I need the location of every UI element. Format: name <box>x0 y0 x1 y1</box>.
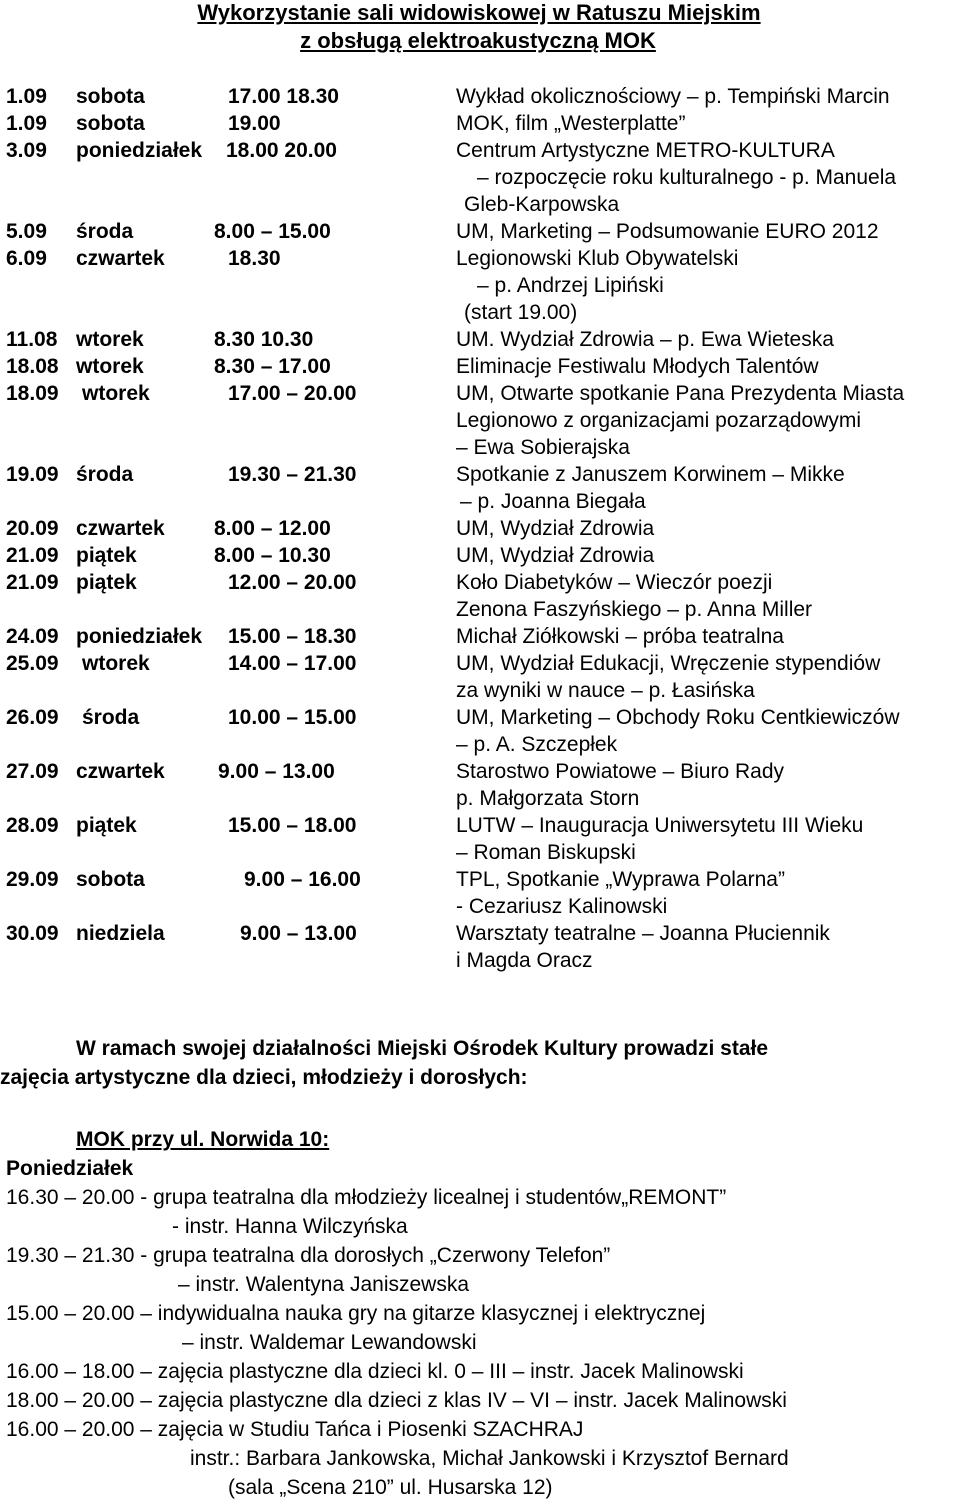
schedule-day: niedziela <box>76 922 165 945</box>
activity-line: 16.00 – 20.00 – zajęcia w Studiu Tańca i Piosenki SZACHRAJ <box>6 1418 584 1441</box>
schedule-continuation: (start 19.00) <box>464 301 578 324</box>
schedule-date: 20.09 <box>6 517 59 540</box>
schedule-row <box>0 85 960 112</box>
schedule-time: 8.30 – 17.00 <box>214 355 331 378</box>
schedule-event: Starostwo Powiatowe – Biuro Rady <box>456 760 784 783</box>
schedule-row <box>0 706 960 733</box>
schedule-day: sobota <box>76 85 145 108</box>
activity-line: – instr. Waldemar Lewandowski <box>182 1331 477 1354</box>
schedule-time: 18.30 <box>228 247 281 270</box>
intro-line-2: zajęcia artystyczne dla dzieci, młodzieży i dorosłych: <box>0 1066 528 1089</box>
schedule-row <box>0 328 960 355</box>
schedule-date: 1.09 <box>6 112 47 135</box>
schedule-date: 21.09 <box>6 544 59 567</box>
schedule-event: TPL, Spotkanie „Wyprawa Polarna” <box>456 868 785 891</box>
schedule-time: 19.00 <box>228 112 281 135</box>
schedule-day: sobota <box>76 112 145 135</box>
schedule-event: Legionowski Klub Obywatelski <box>456 247 739 270</box>
schedule-event: MOK, film „Westerplatte” <box>456 112 686 135</box>
schedule-time: 8.00 – 12.00 <box>214 517 331 540</box>
schedule-day: czwartek <box>76 760 165 783</box>
schedule-date: 18.09 <box>6 382 59 405</box>
schedule-day: piątek <box>76 814 137 837</box>
schedule-date: 25.09 <box>6 652 59 675</box>
schedule-day: wtorek <box>76 355 144 378</box>
schedule-continuation: – Roman Biskupski <box>456 841 636 864</box>
schedule-day: środa <box>76 220 134 243</box>
schedule-date: 28.09 <box>6 814 59 837</box>
schedule-event: UM, Wydział Zdrowia <box>456 517 655 540</box>
schedule-day: piątek <box>76 544 137 567</box>
schedule-continuation: – p. A. Szczepłek <box>456 733 618 756</box>
schedule-row <box>0 760 960 787</box>
schedule-time: 18.00 20.00 <box>226 139 337 162</box>
schedule-continuation: – p. Andrzej Lipiński <box>477 274 664 297</box>
schedule-row <box>0 625 960 652</box>
schedule-continuation: – p. Joanna Biegała <box>460 490 646 513</box>
title-line-1: Wykorzystanie sali widowiskowej w Ratuszu Miejskim <box>197 0 761 25</box>
schedule-time: 9.00 – 13.00 <box>218 760 335 783</box>
schedule-day: środa <box>76 463 134 486</box>
schedule-row <box>0 112 960 139</box>
schedule-day: wtorek <box>82 382 150 405</box>
activity-line: (sala „Scena 210” ul. Husarska 12) <box>228 1476 553 1499</box>
schedule-continuation: Zenona Faszyńskiego – p. Anna Miller <box>456 598 813 621</box>
schedule-continuation: – rozpoczęcie roku kulturalnego - p. Manuela <box>477 166 897 189</box>
schedule-event: UM, Marketing – Obchody Roku Centkiewiczów <box>456 706 900 729</box>
activity-line: instr.: Barbara Jankowska, Michał Jankowski i Krzysztof Bernard <box>190 1447 789 1470</box>
schedule-event: Warsztaty teatralne – Joanna Płuciennik <box>456 922 830 945</box>
schedule-event: LUTW – Inauguracja Uniwersytetu III Wieku <box>456 814 864 837</box>
schedule-row <box>0 517 960 544</box>
schedule-day: poniedziałek <box>76 625 203 648</box>
schedule-time: 9.00 – 13.00 <box>240 922 357 945</box>
intro-line-1: W ramach swojej działalności Miejski Ośrodek Kultury prowadzi stałe <box>76 1037 769 1060</box>
schedule-day: środa <box>82 706 140 729</box>
schedule-date: 27.09 <box>6 760 59 783</box>
schedule-date: 18.08 <box>6 355 59 378</box>
schedule-row <box>0 544 960 571</box>
schedule-time: 8.00 – 10.30 <box>214 544 331 567</box>
schedule-time: 15.00 – 18.30 <box>228 625 357 648</box>
schedule-time: 19.30 – 21.30 <box>228 463 357 486</box>
schedule-day: wtorek <box>76 328 144 351</box>
schedule-row <box>0 220 960 247</box>
schedule-day: czwartek <box>76 247 165 270</box>
schedule-row <box>0 652 960 679</box>
schedule-date: 30.09 <box>6 922 59 945</box>
schedule-date: 26.09 <box>6 706 59 729</box>
schedule-event: UM, Wydział Zdrowia <box>456 544 655 567</box>
schedule-event: UM. Wydział Zdrowia – p. Ewa Wieteska <box>456 328 834 351</box>
schedule-event: Michał Ziółkowski – próba teatralna <box>456 625 784 648</box>
schedule-event: Centrum Artystyczne METRO-KULTURA <box>456 139 835 162</box>
schedule-continuation: Gleb-Karpowska <box>464 193 620 216</box>
schedule-event: Koło Diabetyków – Wieczór poezji <box>456 571 773 594</box>
schedule-date: 5.09 <box>6 220 47 243</box>
schedule-date: 19.09 <box>6 463 59 486</box>
schedule-date: 6.09 <box>6 247 47 270</box>
schedule-time: 10.00 – 15.00 <box>228 706 357 729</box>
schedule-day: piątek <box>76 571 137 594</box>
schedule-event: UM, Otwarte spotkanie Pana Prezydenta Miasta <box>456 382 905 405</box>
schedule-date: 24.09 <box>6 625 59 648</box>
schedule-time: 17.00 – 20.00 <box>228 382 357 405</box>
schedule-row <box>0 814 960 841</box>
schedule-date: 11.08 <box>6 328 58 351</box>
activity-line: 19.30 – 21.30 - grupa teatralna dla dorosłych „Czerwony Telefon” <box>6 1244 611 1267</box>
schedule-day: czwartek <box>76 517 165 540</box>
schedule-row <box>0 247 960 274</box>
mok-heading: MOK przy ul. Norwida 10: <box>76 1128 330 1151</box>
activity-line: 15.00 – 20.00 – indywidualna nauka gry na gitarze klasycznej i elektrycznej <box>6 1302 706 1325</box>
schedule-row <box>0 382 960 409</box>
schedule-event: Eliminacje Festiwalu Młodych Talentów <box>456 355 819 378</box>
schedule-continuation: i Magda Oracz <box>456 949 593 972</box>
schedule-time: 14.00 – 17.00 <box>228 652 357 675</box>
schedule-continuation: za wyniki w nauce – p. Łasińska <box>456 679 755 702</box>
schedule-row <box>0 571 960 598</box>
schedule-event: UM, Marketing – Podsumowanie EURO 2012 <box>456 220 879 243</box>
schedule-date: 1.09 <box>6 85 47 108</box>
activity-line: – instr. Walentyna Janiszewska <box>178 1273 470 1296</box>
schedule-continuation: - Cezariusz Kalinowski <box>456 895 668 918</box>
title-line-2: z obsługą elektroakustyczną MOK <box>300 28 656 53</box>
schedule-event: UM, Wydział Edukacji, Wręczenie stypendiów <box>456 652 881 675</box>
activity-line: 16.00 – 18.00 – zajęcia plastyczne dla dzieci kl. 0 – III – instr. Jacek Malinowski <box>6 1360 744 1383</box>
schedule-time: 8.30 10.30 <box>214 328 314 351</box>
schedule-day: sobota <box>76 868 145 891</box>
schedule-time: 8.00 – 15.00 <box>214 220 331 243</box>
schedule-day: wtorek <box>82 652 150 675</box>
schedule-continuation: – Ewa Sobierajska <box>456 436 630 459</box>
weekday-heading: Poniedziałek <box>6 1157 134 1180</box>
schedule-row <box>0 355 960 382</box>
activity-line: 18.00 – 20.00 – zajęcia plastyczne dla dzieci z klas IV – VI – instr. Jacek Malinowski <box>6 1389 787 1412</box>
schedule-event: Wykład okolicznościowy – p. Tempiński Marcin <box>456 85 890 108</box>
activity-line: - instr. Hanna Wilczyńska <box>172 1215 408 1238</box>
schedule-time: 9.00 – 16.00 <box>244 868 361 891</box>
schedule-row <box>0 922 960 949</box>
schedule-day: poniedziałek <box>76 139 203 162</box>
activity-line: 16.30 – 20.00 - grupa teatralna dla młodzieży licealnej i studentów„REMONT” <box>6 1186 727 1209</box>
schedule-time: 15.00 – 18.00 <box>228 814 357 837</box>
schedule-row <box>0 868 960 895</box>
schedule-date: 3.09 <box>6 139 47 162</box>
schedule-time: 17.00 18.30 <box>228 85 339 108</box>
schedule-date: 21.09 <box>6 571 59 594</box>
schedule-continuation: Legionowo z organizacjami pozarządowymi <box>456 409 862 432</box>
schedule-date: 29.09 <box>6 868 59 891</box>
schedule-row <box>0 139 960 166</box>
schedule-time: 12.00 – 20.00 <box>228 571 357 594</box>
schedule-continuation: p. Małgorzata Storn <box>456 787 640 810</box>
schedule-event: Spotkanie z Januszem Korwinem – Mikke <box>456 463 845 486</box>
schedule-row <box>0 463 960 490</box>
